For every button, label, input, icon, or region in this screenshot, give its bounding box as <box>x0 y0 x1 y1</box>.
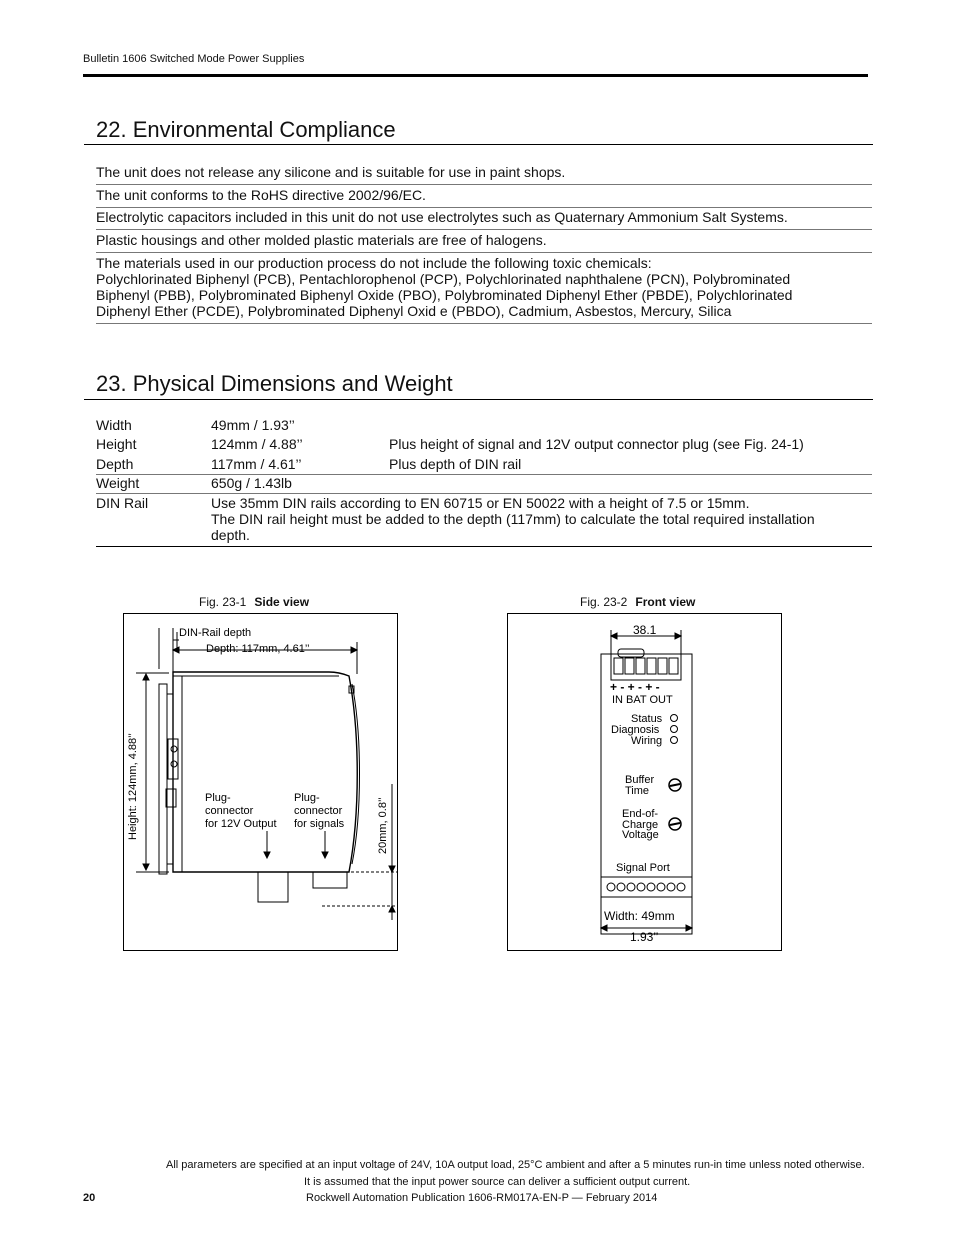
fig-23-2-caption <box>580 595 695 609</box>
dim-label-depth: Depth <box>96 456 134 472</box>
footer-note-2: It is assumed that the input power source can deliver a sufficient output current. <box>304 1176 691 1188</box>
din-rail-line-1: Use 35mm DIN rails according to EN 60715 or EN 50022 with a height of 7.5 or 15mm. <box>211 495 750 511</box>
toxic-line-2: Polychlorinated Biphenyl (PCB), Pentachlorophenol (PCP), Polychlorinated naphthalene (PCN), Polybrominated <box>96 271 791 287</box>
label-diagnosis: Diagnosis <box>611 724 660 736</box>
section-23-title: 23. Physical Dimensions and Weight <box>96 371 453 396</box>
label-eoc-line2: Charge <box>622 819 659 831</box>
fig-23-2-number: Fig. 23-2 <box>580 595 628 609</box>
label-wiring: Wiring <box>631 735 663 747</box>
dim-value-depth: 117mm / 4.61’’ <box>211 456 302 472</box>
label-width: Width: 49mm <box>604 909 675 923</box>
toxic-line-3: Biphenyl (PBB), Polybrominated Biphenyl Oxide (PBO), Polybrominated Diphenyl Ether (PBDE), Polychlorinated <box>96 287 793 303</box>
header-rule <box>83 74 868 77</box>
label-plug2-line1: Plug- <box>294 792 320 804</box>
label-depth: Depth: 117mm, 4.61’’ <box>206 643 310 655</box>
din-rail-label: DIN Rail <box>96 495 149 511</box>
fig-23-1-number: Fig. 23-1 <box>199 595 247 609</box>
label-plug1-line1: Plug- <box>205 792 231 804</box>
label-plug2-line2: connector <box>294 805 343 817</box>
footer-note-1: All parameters are specified at an input voltage of 24V, 10A output load, 25°C ambient and after a 5 minutes run-in time unless noted otherwise. <box>166 1159 865 1171</box>
label-plug-height: 20mm, 0.8’’ <box>377 797 389 854</box>
running-header: Bulletin 1606 Switched Mode Power Supplies <box>83 53 305 65</box>
front-view-drawing <box>508 614 781 950</box>
toxic-line-1: The materials used in our production process do not include the following toxic chemicals: <box>96 255 652 271</box>
label-signal-port: Signal Port <box>616 862 670 874</box>
env-row-2: The unit conforms to the RoHS directive 2002/96/EC. <box>96 187 426 203</box>
label-plug2-line3: for signals <box>294 818 345 830</box>
label-din-rail-depth: DIN-Rail depth <box>179 627 252 639</box>
dim-note-depth: Plus depth of DIN rail <box>389 456 522 472</box>
fig-23-1-title: Side view <box>254 595 310 609</box>
dim-value-width: 49mm / 1.93’’ <box>211 417 295 433</box>
env-row-1: The unit does not release any silicone and is suitable for use in paint shops. <box>96 164 566 180</box>
toxic-line-4: Diphenyl Ether (PCDE), Polybrominated Diphenyl Oxid e (PBDO), Cadmium, Asbestos, Mercury, Silica <box>96 303 732 319</box>
row-divider <box>96 229 872 230</box>
row-divider <box>96 184 872 185</box>
row-divider <box>96 323 872 324</box>
row-divider <box>96 252 872 253</box>
page-number: 20 <box>83 1192 96 1204</box>
fig-23-2-title: Front view <box>635 595 696 609</box>
din-rail-line-3: depth. <box>211 527 250 543</box>
dim-note-height: Plus height of signal and 12V output connector plug (see Fig. 24-1) <box>389 436 804 452</box>
dim-label-height: Height <box>96 436 137 452</box>
label-height: Height: 124mm, 4.88’’ <box>127 733 139 840</box>
label-eoc-line3: Voltage <box>622 829 659 841</box>
label-plug1-line3: for 12V Output <box>205 818 277 830</box>
side-view-figure <box>123 613 398 951</box>
dim-label-width: Width <box>96 417 132 433</box>
label-top-width: 38.1 <box>633 623 657 637</box>
label-width-inches: 1.93’’ <box>630 930 659 944</box>
env-row-4: Plastic housings and other molded plastic materials are free of halogens. <box>96 232 547 248</box>
section-22-rule <box>84 144 873 145</box>
row-divider <box>96 493 872 494</box>
dim-value-weight: 650g / 1.43lb <box>211 475 292 491</box>
publication-info: Rockwell Automation Publication 1606-RM017A-EN-P — February 2014 <box>306 1192 658 1204</box>
section-22-title: 22. Environmental Compliance <box>96 117 396 142</box>
row-divider <box>96 207 872 208</box>
label-plug1-line2: connector <box>205 805 254 817</box>
env-row-3: Electrolytic capacitors included in this unit do not use electrolytes such as Quaternary Ammonium Salt Systems. <box>96 209 788 225</box>
section-23-rule <box>84 399 873 400</box>
side-view-drawing <box>124 614 397 950</box>
dim-label-weight: Weight <box>96 475 140 491</box>
label-eoc-line1: End-of- <box>622 808 659 820</box>
label-buffer-line2: Time <box>625 785 650 797</box>
fig-23-1-caption <box>199 595 309 609</box>
table-bottom-rule <box>96 546 872 547</box>
label-status: Status <box>631 713 663 725</box>
front-view-figure <box>507 613 782 951</box>
dim-value-height: 124mm / 4.88’’ <box>211 436 303 452</box>
label-terminals: IN BAT OUT <box>612 694 673 706</box>
din-rail-line-2: The DIN rail height must be added to the depth (117mm) to calculate the total required installation <box>211 511 815 527</box>
label-polarity: + - + - + - <box>610 680 660 694</box>
label-buffer-line1: Buffer <box>625 774 655 786</box>
